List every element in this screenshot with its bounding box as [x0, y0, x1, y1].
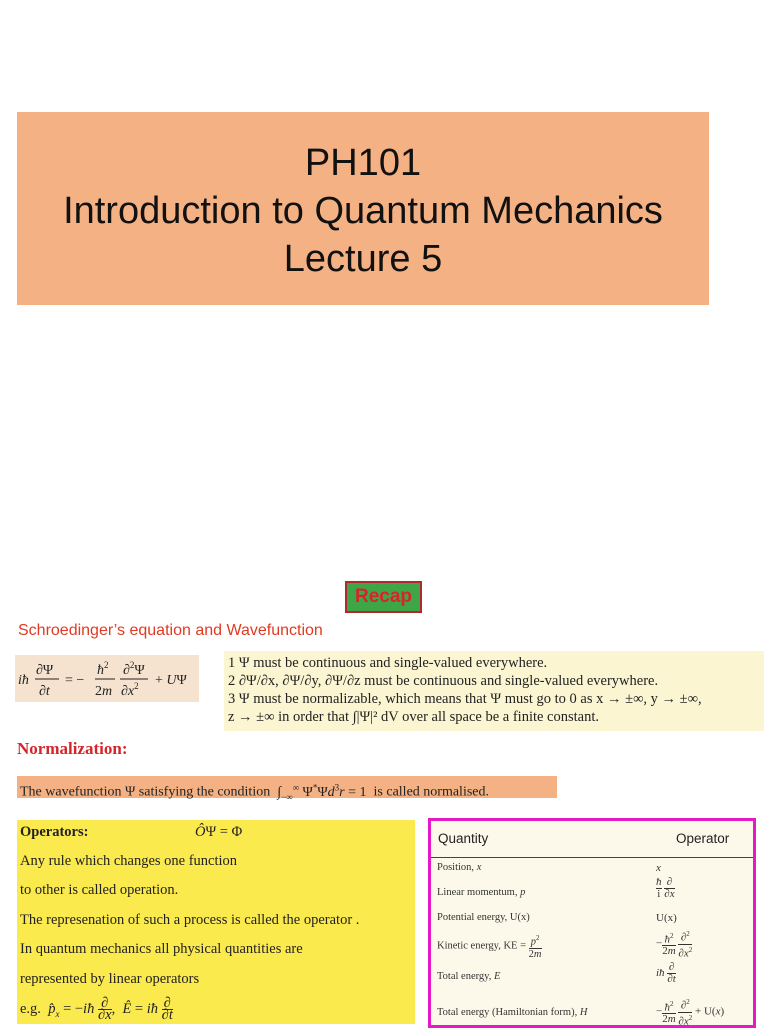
section-heading: Schroedinger’s equation and Wavefunction [18, 622, 323, 639]
normalization-text-before: The wavefunction Ψ satisfying the condition [20, 784, 271, 800]
table-row [437, 912, 530, 923]
operators-line-1: Any rule which changes one function [20, 853, 238, 869]
operator-definition: ÔΨ = Φ [195, 824, 243, 840]
svg-text:∂Ψ: ∂Ψ [36, 663, 54, 678]
table-row [437, 862, 481, 873]
quantity-name: Kinetic energy, KE = [437, 940, 527, 952]
quantity-symbol: H [579, 1007, 588, 1018]
operator-kinetic: − $\frac{ħ^2}{2m}$ $\frac{\partial^2}{\partial x^2}$ [656, 930, 693, 960]
condition-1: 1 Ψ must be continuous and single-valued everywhere. [228, 655, 548, 671]
table-row [437, 971, 500, 982]
operator-total-energy: iħ $\frac{\partial}{\partial t}$ [656, 961, 676, 985]
operators-table [428, 818, 756, 1028]
course-title: Introduction to Quantum Mechanics [63, 190, 663, 232]
quantity-symbol: x [476, 862, 482, 873]
svg-text:∂x2: $\partial x^2$ [121, 681, 139, 699]
schroedinger-equation [15, 655, 199, 702]
operator-momentum: $\frac{ħ}{i}$ $\frac{\partial}{\partial x}$ [656, 876, 675, 900]
operators-line-4: In quantum mechanics all physical quantities are [20, 941, 303, 957]
operators-line-3: The represenation of such a process is called the operator . [20, 912, 360, 928]
quantity-name: Total energy (Hamiltonian form), [437, 1007, 578, 1018]
equation-graphic [15, 655, 199, 702]
normalization-text-after: is called normalised. [373, 784, 489, 800]
wavefunction-conditions [224, 651, 764, 731]
condition-3-cont: z → ±∞ in order that ∫|Ψ|² dV over all space be a finite constant. [228, 709, 600, 725]
operators-example: e.g. $p̂_x$ = −iħ $\frac{\partial}{\partial x}$ , Ê = iħ $\frac{\partial}{\partial t}$ [20, 995, 173, 1023]
table-row: Kinetic energy, KE = $\frac{p^2}{2m}$ [437, 934, 542, 960]
quantity-name: Linear momentum, [437, 887, 518, 898]
svg-text:iħ: iħ [18, 673, 29, 688]
normalization-statement [17, 776, 557, 802]
svg-text:2m: 2m [95, 684, 113, 699]
header-quantity: Quantity [438, 831, 489, 846]
table-header [431, 821, 753, 858]
quantity-symbol: E [494, 971, 501, 982]
table-row [437, 887, 525, 898]
quantity-symbol: U(x) [509, 912, 530, 923]
operators-box [17, 820, 415, 1024]
svg-text:+ UΨ: + UΨ [155, 673, 187, 688]
recap-button[interactable]: Recap [345, 581, 422, 613]
svg-text:∂t: ∂t [39, 684, 50, 699]
condition-3: 3 Ψ must be normalizable, which means that Ψ must go to 0 as x → ±∞, y → ±∞, [228, 691, 702, 707]
svg-text:∂2Ψ: ∂$^2$Ψ [123, 660, 145, 678]
operator-position: x [656, 862, 661, 874]
lecture-number: Lecture 5 [283, 238, 443, 280]
condition-2: 2 ∂Ψ/∂x, ∂Ψ/∂y, ∂Ψ/∂z must be continuous and single-valued everywhere. [228, 673, 659, 689]
quantity-name: Total energy, [437, 971, 492, 982]
operators-line-2: to other is called operation. [20, 882, 179, 898]
normalization-integral: $\int_{-\infty}^\infty$ $\Psi^*\Psi d^3r = 1$ [273, 782, 371, 802]
table-row [437, 1007, 587, 1018]
operator-hamiltonian: − $\frac{ħ^2}{2m}$ $\frac{\partial^2}{\partial x^2}$ + U(x) [656, 998, 725, 1028]
operator-potential: U(x) [656, 912, 677, 924]
title-box [17, 112, 709, 305]
operators-line-5: represented by linear operators [20, 971, 200, 987]
svg-text:ħ2: $ħ^2$ [97, 660, 109, 678]
quantity-symbol: p [520, 887, 526, 898]
course-code: PH101 [304, 142, 422, 184]
example-prefix: e.g. [20, 1000, 41, 1017]
svg-text:= −: = − [65, 673, 85, 688]
quantity-name: Position, [437, 862, 475, 873]
normalization-heading: Normalization: [17, 739, 128, 758]
quantity-name: Potential energy, [437, 912, 508, 923]
header-operator: Operator [676, 831, 730, 846]
operators-heading: Operators: [20, 824, 89, 840]
